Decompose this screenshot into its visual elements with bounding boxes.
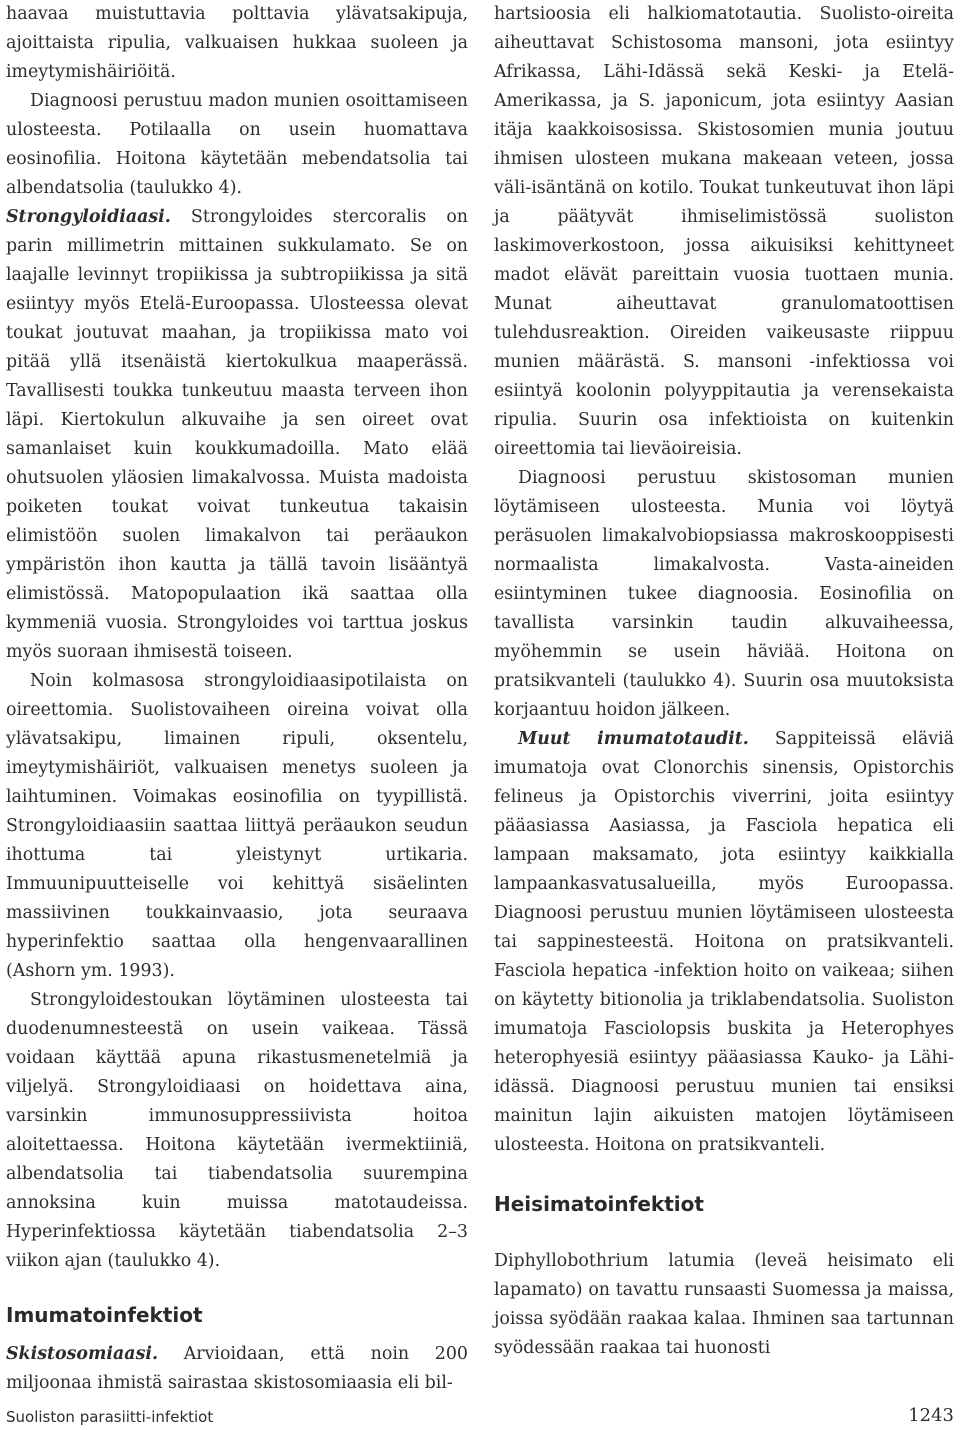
section-heading: Heisimatoinfektiot	[494, 1192, 704, 1216]
right-column	[494, 0, 954, 1363]
paragraph: Strongyloidestoukan löytäminen ulosteesta tai duodenumnesteestä on usein vaikeaa. Tässä voidaan käyttää apuna rikastusmenetelmiä ja viljelyä. Strongyloidiaasi on hoidettava aina, varsinkin immunosuppressiivista hoitoa aloitettaessa. Hoitona käytetään ivermektiiniä, albendatsolia tai tiabendatsolia suurempina annoksina kuin muissa matotaudeissa. Hyperinfektiossa käytetään tiabendatsolia 2–3 viikon ajan (taulukko 4).	[6, 990, 468, 1271]
paragraph: Diagnoosi perustuu madon munien osoittamiseen ulosteesta. Potilaalla on usein huomattava eosinofilia. Hoitona käytetään mebendatsolia tai albendatsolia (taulukko 4).	[6, 91, 468, 198]
paragraph: hartsioosia eli halkiomatotautia. Suolisto-oireita aiheuttavat Schistosoma mansoni, jota esiintyy Afrikassa, Lähi-Idässä sekä Keski- ja Etelä-Amerikassa, ja S. japonicum, jota esiintyy Aasian itäja kaakkoisosissa. Skistosomien munia joutuu ihmisen ulosteen mukana makeaan veteen, jossa väli-isäntänä on kotilo. Toukat tunkeutuvat ihon läpi ja päätyvät ihmiselimistössä suoliston laskimoverkostoon, jossa aikuisiksi kehittyneet madot elävät pareittain vuosia tuottaen munia. Munat aiheuttavat granulomatoottisen tulehdusreaktion. Oireiden vaikeusaste riippuu munien määrästä. S. mansoni -infektiossa voi esiintyä koolonin polyyppitautia ja verensekaista ripulia. Suurin osa infektioista on kuitenkin oireettomia tai lieväoireisia.	[494, 4, 954, 459]
paragraph-text: Sappiteissä eläviä imumatoja ovat Clonorchis sinensis, Opistorchis felineus ja Opistorchis viverrini, joita esiintyy pääasiassa Aasiassa, ja Fasciola hepatica eli lampaan maksamato, jota esiintyy kaikkialla lampaankasvatusalueilla, myös Euroopassa. Diagnoosi perustuu munien löytämiseen ulosteesta tai sappinesteestä. Hoitona on pratsikvanteli. Fasciola hepatica -infektion hoito on vaikeaa; siihen on käytetty bitionolia ja triklabendatsolia. Suoliston imumatoja Fasciolopsis buskita ja Heterophyes heterophyesiä esiintyy pääasiassa Kauko- ja Lähi-idässä. Diagnoosi perustuu munien tai ensiksi mainitun lajin aikuisten matojen löytämiseen ulosteesta. Hoitona on pratsikvanteli.	[494, 729, 954, 1155]
paragraph	[6, 1340, 468, 1398]
paragraph-text: Arvioidaan, että noin 200 miljoonaa ihmistä sairastaa skistosomiaasia eli bil-	[6, 1344, 468, 1393]
section-heading: Imumatoinfektiot	[6, 1303, 203, 1327]
left-column	[6, 0, 468, 1398]
paragraph	[494, 725, 954, 1160]
paragraph: haavaa muistuttavia polttavia ylävatsakipuja, ajoittaista ripulia, valkuaisen hukkaa suoleen ja imeytymishäiriöitä.	[6, 4, 468, 82]
page-number: 1243	[908, 1405, 954, 1426]
paragraph: Diagnoosi perustuu skistosoman munien löytämiseen ulosteesta. Munia voi löytyä peräsuolen limakalvobiopsiassa makroskooppisesti normaalista limakalvosta. Vasta-aineiden esiintyminen tukee diagnoosia. Eosinofilia on tavallista varsinkin taudin alkuvaiheessa, myöhemmin se usein häviää. Hoitona on pratsikvanteli (taulukko 4). Suurin osa muutoksista korjaantuu hoidon jälkeen.	[494, 468, 954, 720]
paragraph: Noin kolmasosa strongyloidiaasipotilaista on oireettomia. Suolistovaiheen oireina voivat olla ylävatsakipu, limainen ripuli, oksentelu, imeytymishäiriöt, valkuaisen menetys suoleen ja laihtuminen. Voimakas eosinofilia on tyypillistä. Strongyloidiaasiin saattaa liittyä peräaukon seudun ihottuma tai yleistynyt urtikaria. Immuunipuutteiselle voi kehittyä sisäelinten massiivinen toukkainvaasio, jota seuraava hyperinfektio saattaa olla hengenvaarallinen (Ashorn ym. 1993).	[6, 671, 468, 981]
paragraph-text: Strongyloides stercoralis on parin millimetrin mittainen sukkulamato. Se on laajalle levinnyt tropiikissa ja subtropiikissa ja sitä esiintyy myös Etelä-Euroopassa. Ulosteessa olevat toukat joutuvat maahan, ja tropiikissa mato voi pitää yllä itsenäistä kiertokulkua maaperässä. Tavallisesti toukka tunkeutuu maasta terveen ihon läpi. Kiertokulun alkuvaihe ja sen oireet ovat samanlaiset kuin koukkumadoilla. Mato elää ohutsuolen yläosien limakalvossa. Muista madoista poiketen toukat voivat tunkeutua takaisin elimistöön suolen limakalvon tai peräaukon ympäristön ihon kautta ja tällä tavoin lisääntyä elimistössä. Matopopulaation ikä saattaa olla kymmeniä vuosia. Strongyloides voi tarttua joskus myös suoraan ihmisestä toiseen.	[6, 207, 468, 662]
run-in-heading: Strongyloidiaasi.	[6, 207, 171, 227]
paragraph	[6, 203, 468, 667]
running-footer-title: Suoliston parasiitti-infektiot	[6, 1408, 214, 1426]
run-in-heading: Muut imumatotaudit.	[518, 729, 749, 749]
paragraph: Diphyllobothrium latumia (leveä heisimato eli lapamato) on tavattu runsaasti Suomessa ja maissa, joissa syödään raakaa kalaa. Ihminen saa tartunnan syödessään raakaa tai huonosti	[494, 1251, 954, 1358]
run-in-heading: Skistosomiaasi.	[6, 1344, 159, 1364]
